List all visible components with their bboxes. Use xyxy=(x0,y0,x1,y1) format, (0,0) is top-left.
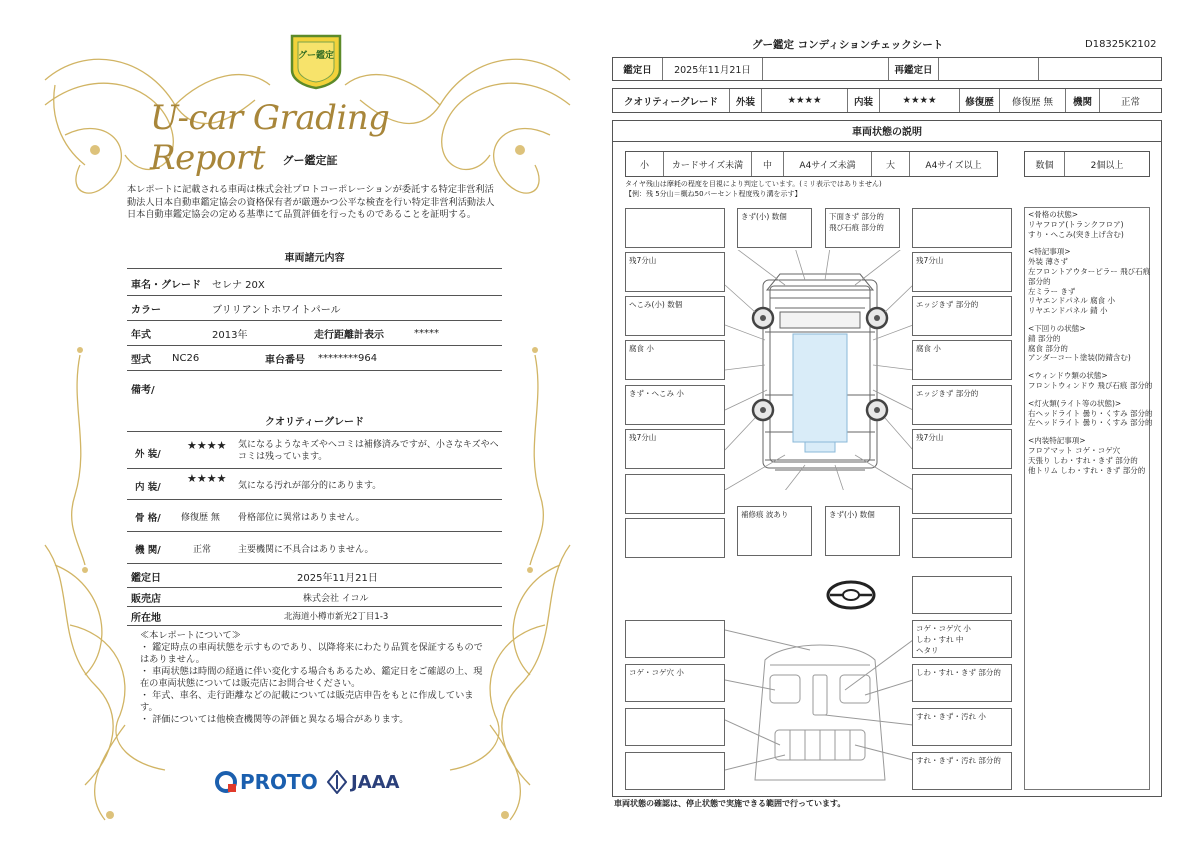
spec-mileage-label: 走行距離計表示 xyxy=(314,330,384,341)
sheet-title: グー鑑定 コンディションチェックシート xyxy=(752,39,944,51)
size-small-desc: カードサイズ未満 xyxy=(664,152,752,176)
car-interior-diagram xyxy=(725,620,915,790)
damage-box-rear-right xyxy=(912,518,1012,558)
sheet-code: D18325K2102 xyxy=(1085,39,1157,50)
spec-vin-value: ********964 xyxy=(318,353,378,364)
note-line: アンダーコート塗装(防錆含む) xyxy=(1028,353,1131,363)
damage-box-right-2: エッジきず 部分的 xyxy=(912,296,1012,336)
note-line: 左ヘッドライト 曇り・くすみ 部分的 xyxy=(1028,418,1153,428)
notes-title: ≪本レポートについて≫ xyxy=(140,630,241,641)
repair-label: 修復歴 xyxy=(960,89,1000,112)
quality-section-title: クオリティーグレード xyxy=(265,417,364,428)
interior-label: 内 装/ xyxy=(135,482,161,493)
footer-date-value: 2025年11月21日 xyxy=(297,573,378,584)
note-group-underbody xyxy=(1028,324,1153,363)
note-line: リヤエンドパネル 腐食 小 xyxy=(1028,296,1115,306)
jaaa-logo-text: JAAA xyxy=(351,771,400,793)
damage-box-left-6 xyxy=(625,474,725,514)
damage-box-rear-left xyxy=(625,518,725,558)
date-blank xyxy=(763,58,889,80)
goo-kantei-badge xyxy=(288,32,344,90)
spec-year-label: 年式 xyxy=(131,330,151,341)
tire-note-1: タイヤ残山は摩耗の程度を目視により判定しています。(ミリ表示ではありません) xyxy=(625,180,882,188)
note-line: <ウィンドウ類の状態> xyxy=(1028,371,1108,381)
note-group-window xyxy=(1028,371,1153,391)
quality-grade-label: クオリティーグレード xyxy=(613,89,730,112)
note-line: <灯火類(ライト等の状態)> xyxy=(1028,398,1122,408)
note-line: <特記事項> xyxy=(1028,247,1071,257)
size-large-desc: A4サイズ以上 xyxy=(925,160,982,171)
spec-divider xyxy=(127,268,502,269)
interior-box-left-1 xyxy=(625,620,725,658)
spec-color-label: カラー xyxy=(131,305,161,316)
note-group-interior xyxy=(1028,436,1153,475)
damage-box-left-2: へこみ(小) 数個 xyxy=(625,296,725,336)
car-top-view-diagram xyxy=(725,250,915,490)
sheet-footnote: 車両状態の確認は、停止状態で実施できる範囲で行っています。 xyxy=(614,799,846,808)
interior-box-right-2: しわ・すれ・きず 部分的 xyxy=(912,664,1012,702)
interior-box-left-4 xyxy=(625,752,725,790)
count-legend-row xyxy=(1024,151,1150,177)
engine-label-right: 機関 xyxy=(1066,89,1100,112)
footer-row-dealer xyxy=(127,588,502,607)
report-notes xyxy=(140,630,490,726)
note-line: フロントウィンドウ 飛び石痕 部分的 xyxy=(1028,380,1153,390)
damage-box-right-1: 残7分山 xyxy=(912,252,1012,292)
damage-box-left-1: 残7分山 xyxy=(625,252,725,292)
damage-box-right-4: エッジきず 部分的 xyxy=(912,385,1012,425)
quality-row-frame xyxy=(127,502,502,532)
date-label: 鑑定日 xyxy=(613,58,663,80)
note-line: 左ミラー きず xyxy=(1028,286,1076,296)
interior-stars: ★★★★ xyxy=(187,472,227,485)
damage-box-rear-mid-left: 補修痕 波あり xyxy=(737,506,812,556)
interior-stars-right: ★★★★ xyxy=(880,89,960,112)
note-line: リヤフロア(トランクフロア) xyxy=(1028,219,1124,229)
spec-year-value: 2013年 xyxy=(212,330,248,341)
frame-value: 修復歴 無 xyxy=(181,513,220,523)
note-line: 左フロントアウターピラー 飛び石痕 xyxy=(1028,266,1151,276)
interior-box-left-2: コゲ・コゲ穴 小 xyxy=(625,664,725,702)
jaaa-mark-icon xyxy=(327,770,347,794)
damage-box-front-left xyxy=(625,208,725,248)
size-legend-row xyxy=(625,151,998,177)
interior-box-right-3: すれ・きず・汚れ 小 xyxy=(912,708,1012,746)
spec-remarks-label: 備考/ xyxy=(131,384,155,396)
footer-row-address xyxy=(127,607,502,626)
damage-box-right-5: 残7分山 xyxy=(912,429,1012,469)
date-row xyxy=(612,57,1162,81)
frame-text: 骨格部位に異常はありません。 xyxy=(238,513,365,523)
proto-mark-icon xyxy=(214,770,238,794)
spec-row-name xyxy=(127,272,502,296)
interior-text: 気になる汚れが部分的にあります。 xyxy=(238,481,382,491)
damage-box-left-4: きず・へこみ 小 xyxy=(625,385,725,425)
note-line: <下回りの状態> xyxy=(1028,323,1086,333)
note-line: 他トリム しわ・すれ・きず 部分的 xyxy=(1028,465,1146,475)
note-line: フロアマット コゲ・コゲ穴 xyxy=(1028,445,1121,455)
grade-row xyxy=(612,88,1162,113)
notes-panel-text xyxy=(1028,210,1153,483)
damage-box-front-mid-right: 下面きず 部分的 飛び石痕 部分的 xyxy=(825,208,900,248)
spec-model-label: 型式 xyxy=(131,355,151,366)
quality-row-interior xyxy=(127,470,502,500)
damage-box-front-right xyxy=(912,208,1012,248)
note-line: 腐食 部分的 xyxy=(1028,343,1068,353)
damage-box-left-5: 残7分山 xyxy=(625,429,725,469)
re-date-label: 再鑑定日 xyxy=(889,58,939,80)
frame-label: 骨 格/ xyxy=(135,513,161,524)
shield-icon xyxy=(288,32,344,90)
notes-item-2: ・ 車両状態は時間の経過に伴い変化する場合もあるため、鑑定日をご確認の上、現在の車両状態については販売店にお問合せください。 xyxy=(140,666,483,689)
count-desc: 2個以上 xyxy=(1090,160,1124,171)
damage-box-front-mid-left: きず(小) 数個 xyxy=(737,208,812,248)
damage-box-left-3: 腐食 小 xyxy=(625,340,725,380)
damage-box-right-3: 腐食 小 xyxy=(912,340,1012,380)
exterior-text: 気になるようなキズやヘコミは補修済みですが、小さなキズやヘコミは残っています。 xyxy=(238,440,499,462)
note-line: すり・へこみ(突き上げ含む) xyxy=(1028,229,1124,239)
certificate-intro: 本レポートに記載される車両は株式会社プロトコーポレーションが委託する特定非営利活動法人日本自動車鑑定協会の資格保有者が厳選かつ公平な検査を行い特定非営利活動法人日本自動車鑑定協会の定める基準にて品質評価を行ったものであることを証明する。 xyxy=(127,184,495,220)
footer-date-label: 鑑定日 xyxy=(131,573,161,584)
spec-row-year xyxy=(127,322,502,346)
spec-vin-label: 車台番号 xyxy=(265,355,305,366)
notes-item-4: ・ 評価については他検査機関等の評価と異なる場合があります。 xyxy=(140,714,409,725)
note-group-lights xyxy=(1028,399,1153,428)
interior-box-left-3 xyxy=(625,708,725,746)
note-line: リヤエンドパネル 錆 小 xyxy=(1028,306,1108,316)
note-line: 錆 部分的 xyxy=(1028,333,1061,343)
notes-item-3: ・ 年式、車名、走行距離などの記載については販売店申告をもとに作成しています。 xyxy=(140,690,474,713)
quality-row-exterior xyxy=(127,436,502,469)
note-line: 右ヘッドライト 曇り・くすみ 部分的 xyxy=(1028,408,1153,418)
size-large: 大 xyxy=(872,152,910,176)
spec-model-value: NC26 xyxy=(172,353,200,364)
damage-box-rear-mid-right: きず(小) 数個 xyxy=(825,506,900,556)
footer-address-label: 所在地 xyxy=(131,612,161,624)
footer-row-date xyxy=(127,566,502,588)
count-label: 数個 xyxy=(1025,152,1065,176)
interior-box-right-1: コゲ・コゲ穴 小 しわ・すれ 中 ヘタリ xyxy=(912,620,1012,658)
footer-address-value: 北海道小樽市新光2丁目1-3 xyxy=(284,612,389,622)
steering-wheel-icon xyxy=(826,578,876,612)
size-mid-desc: A4サイズ未満 xyxy=(784,152,872,176)
tire-note-2: 【例：残 5分山＝概ね50パーセント程度残り溝を示す】 xyxy=(625,189,802,198)
tire-note xyxy=(625,180,882,199)
re-date-blank xyxy=(1039,58,1161,80)
damage-box-steering xyxy=(912,576,1012,614)
proto-logo xyxy=(214,770,318,794)
re-date-value xyxy=(939,58,1039,80)
exterior-stars-right: ★★★★ xyxy=(762,89,848,112)
engine-label: 機 関/ xyxy=(135,545,161,556)
damage-box-right-6 xyxy=(912,474,1012,514)
exterior-stars: ★★★★ xyxy=(187,439,227,452)
spec-mileage-value: ***** xyxy=(414,328,439,339)
note-line: 部分的 xyxy=(1028,276,1051,286)
proto-logo-text: PROTO xyxy=(240,770,318,794)
jaaa-logo xyxy=(327,770,400,794)
interior-label-right: 内装 xyxy=(848,89,880,112)
note-group-frame xyxy=(1028,210,1153,239)
note-line: 外装 薄さず xyxy=(1028,257,1068,267)
certificate-subtitle: グー鑑定証 xyxy=(282,154,338,167)
spec-color-value: ブリリアントホワイトパール xyxy=(212,305,341,316)
quality-divider xyxy=(127,431,502,432)
spec-section-title: 車両諸元内容 xyxy=(284,253,345,264)
engine-value: 正常 xyxy=(193,545,212,555)
repair-value: 修復歴 無 xyxy=(1000,89,1066,112)
spec-name-value: セレナ 20X xyxy=(212,280,265,291)
condition-title: 車両状態の説明 xyxy=(612,120,1162,142)
interior-box-right-4: すれ・きず・汚れ 部分的 xyxy=(912,752,1012,790)
note-line: 天張り しわ・すれ・きず 部分的 xyxy=(1028,455,1138,465)
exterior-label: 外 装/ xyxy=(135,449,161,460)
spec-name-label: 車名・グレード xyxy=(131,280,201,291)
engine-text: 主要機関に不具合はありません。 xyxy=(238,545,374,555)
footer-dealer-value: 株式会社 イコル xyxy=(303,593,369,604)
notes-item-1: ・ 鑑定時点の車両状態を示すものであり、以降将来にわたり品質を保証するものではありません。 xyxy=(140,642,483,665)
size-small: 小 xyxy=(626,152,664,176)
spec-row-model xyxy=(127,347,502,371)
badge-text: グー鑑定 xyxy=(297,51,334,61)
size-mid: 中 xyxy=(752,152,784,176)
engine-value-right: 正常 xyxy=(1120,96,1140,108)
note-group-special xyxy=(1028,247,1153,316)
date-value: 2025年11月21日 xyxy=(663,58,763,80)
spec-row-color xyxy=(127,297,502,321)
report-title: U-car Grading Report xyxy=(150,98,390,178)
note-line: <内装特記事項> xyxy=(1028,436,1086,446)
spec-row-remarks xyxy=(127,376,502,400)
footer-dealer-label: 販売店 xyxy=(131,593,161,605)
note-line: <骨格の状態> xyxy=(1028,210,1079,219)
quality-row-engine xyxy=(127,534,502,564)
exterior-label-right: 外装 xyxy=(730,89,762,112)
